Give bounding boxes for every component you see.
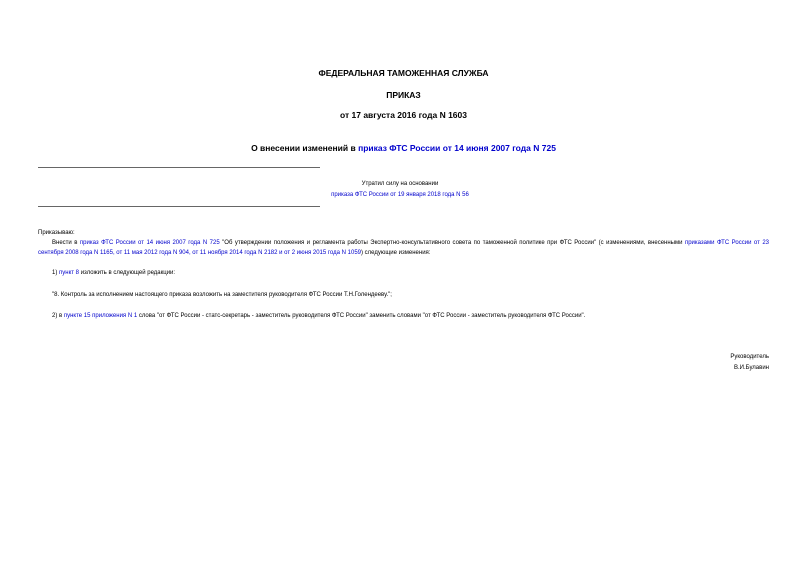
signature-block [569,352,769,374]
signature-name: В.И.Булавин [733,365,769,371]
p1-text-b: "Об утверждении положения и регламента работы Экспертно-консультативного совета по таможенной политике при ФТС России" (с изменениями, внесенными [219,240,685,246]
item2-text-b: слова "от ФТС России - статс-секретарь - заместитель руководителя ФТС России" заменить словами "от ФТС России - заместитель руководителя ФТС России". [137,313,586,319]
p1-link-amending-orders[interactable]: приказами ФТС России от 23 сентября 2008 года N 1165, от 11 мая 2012 года N 904, от 11 ноября 2014 года N 2182 и от 2 июня 2015 года N 1059 [38,240,769,256]
status-note-link[interactable]: приказа ФТС России от 19 января 2018 года N 56 [331,192,469,198]
list-item-1 [52,268,175,278]
agency-name: ФЕДЕРАЛЬНАЯ ТАМОЖЕННАЯ СЛУЖБА [318,68,489,78]
quoted-text: "8. Контроль за исполнением настоящего приказа возложить на заместителя руководителя ФТС России Т.Н.Голендееву."; [52,292,392,298]
document-title [0,143,807,154]
signature-position: Руководитель [730,354,769,360]
item1-text-a: 1) [52,270,60,276]
status-note [330,179,470,201]
status-note-text: Утратил силу на основании [361,181,439,187]
title-link[interactable]: приказ ФТС России от 14 июня 2007 года N 725 [358,143,556,153]
divider-top [38,167,320,168]
p1-text-c: ) следующие изменения: [361,250,431,256]
p1-text-a: Внести в [52,240,80,246]
document-type: ПРИКАЗ [386,90,421,100]
divider-bottom [38,206,320,207]
item1-text-b: изложить в следующей редакции: [79,270,176,276]
item2-text-a: 2) в [52,313,64,319]
order-word: Приказываю: [38,230,75,236]
paragraph-main [38,238,769,258]
list-item-2 [52,311,585,321]
title-prefix: О внесении изменений в [251,143,359,153]
p1-link-order-725[interactable]: приказ ФТС России от 14 июня 2007 года N 725 [79,240,220,246]
document-date-number: от 17 августа 2016 года N 1603 [340,110,467,120]
item1-link-point-8[interactable]: пункт 8 [59,270,80,276]
item2-link-point-15[interactable]: пункте 15 приложения N 1 [63,313,138,319]
